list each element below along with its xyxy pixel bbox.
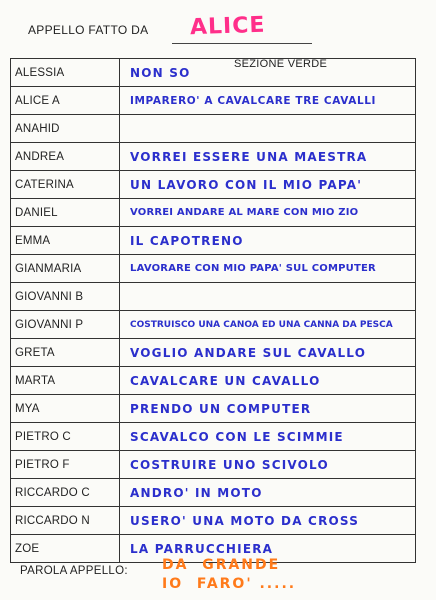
student-answer: COSTRUISCO UNA CANOA ED UNA CANNA DA PESCA	[120, 311, 416, 339]
student-name: RICCARDO N	[11, 507, 120, 535]
student-answer: VOGLIO ANDARE SUL CAVALLO	[120, 339, 416, 367]
student-answer: IL CAPOTRENO	[120, 227, 416, 255]
student-answer: ANDRO' IN MOTO	[120, 479, 416, 507]
table-row	[11, 423, 416, 451]
table-row	[11, 171, 416, 199]
student-answer	[120, 283, 416, 311]
student-name: ANAHID	[11, 115, 120, 143]
student-name: EMMA	[11, 227, 120, 255]
table-row	[11, 59, 416, 87]
table-row	[11, 507, 416, 535]
student-answer: LAVORARE CON MIO PAPA' SUL COMPUTER	[120, 255, 416, 283]
prompt-label: PAROLA APPELLO:	[20, 565, 128, 577]
student-answer: UN LAVORO CON IL MIO PAPA'	[120, 171, 416, 199]
table-row	[11, 395, 416, 423]
table-row	[11, 283, 416, 311]
student-answer: VORREI ESSERE UNA MAESTRA	[120, 143, 416, 171]
student-name: GIANMARIA	[11, 255, 120, 283]
student-name: MARTA	[11, 367, 120, 395]
table-row	[11, 255, 416, 283]
student-name: MYA	[11, 395, 120, 423]
table-row	[11, 311, 416, 339]
student-name: PIETRO F	[11, 451, 120, 479]
student-name: GIOVANNI P	[11, 311, 120, 339]
table-row	[11, 367, 416, 395]
student-answer: IMPARERO' A CAVALCARE TRE CAVALLI	[120, 87, 416, 115]
prompt-phrase: DA GRANDE IO FARO' .....	[162, 557, 297, 592]
student-name: GIOVANNI B	[11, 283, 120, 311]
student-answer: COSTRUIRE UNO SCIVOLO	[120, 451, 416, 479]
table-row	[11, 339, 416, 367]
student-name: CATERINA	[11, 171, 120, 199]
table-row	[11, 87, 416, 115]
table-row	[11, 479, 416, 507]
student-name: RICCARDO C	[11, 479, 120, 507]
table-row	[11, 199, 416, 227]
section-label: SEZIONE VERDE	[234, 58, 328, 70]
table-row	[11, 451, 416, 479]
student-answer: USERO' UNA MOTO DA CROSS	[120, 507, 416, 535]
student-name: PIETRO C	[11, 423, 120, 451]
student-name: DANIEL	[11, 199, 120, 227]
teacher-name: ALICE	[189, 12, 266, 41]
header-label: APPELLO FATTO DA	[28, 23, 149, 37]
roster-table	[10, 58, 416, 563]
student-name: ALICE A	[11, 87, 120, 115]
student-answer: SCAVALCO CON LE SCIMMIE	[120, 423, 416, 451]
student-name: ALESSIA	[11, 59, 120, 87]
student-answer	[120, 115, 416, 143]
student-answer: PRENDO UN COMPUTER	[120, 395, 416, 423]
student-answer: LA PARRUCCHIERA	[120, 535, 416, 563]
table-row	[11, 143, 416, 171]
sheet-header	[20, 12, 426, 70]
table-row	[11, 227, 416, 255]
student-answer: VORREI ANDARE AL MARE CON MIO ZIO	[120, 199, 416, 227]
student-answer: NON SO	[120, 59, 416, 87]
table-row	[11, 115, 416, 143]
name-underline	[172, 43, 312, 44]
student-name: ANDREA	[11, 143, 120, 171]
student-name: ZOE	[11, 535, 120, 563]
student-name: GRETA	[11, 339, 120, 367]
student-answer: CAVALCARE UN CAVALLO	[120, 367, 416, 395]
